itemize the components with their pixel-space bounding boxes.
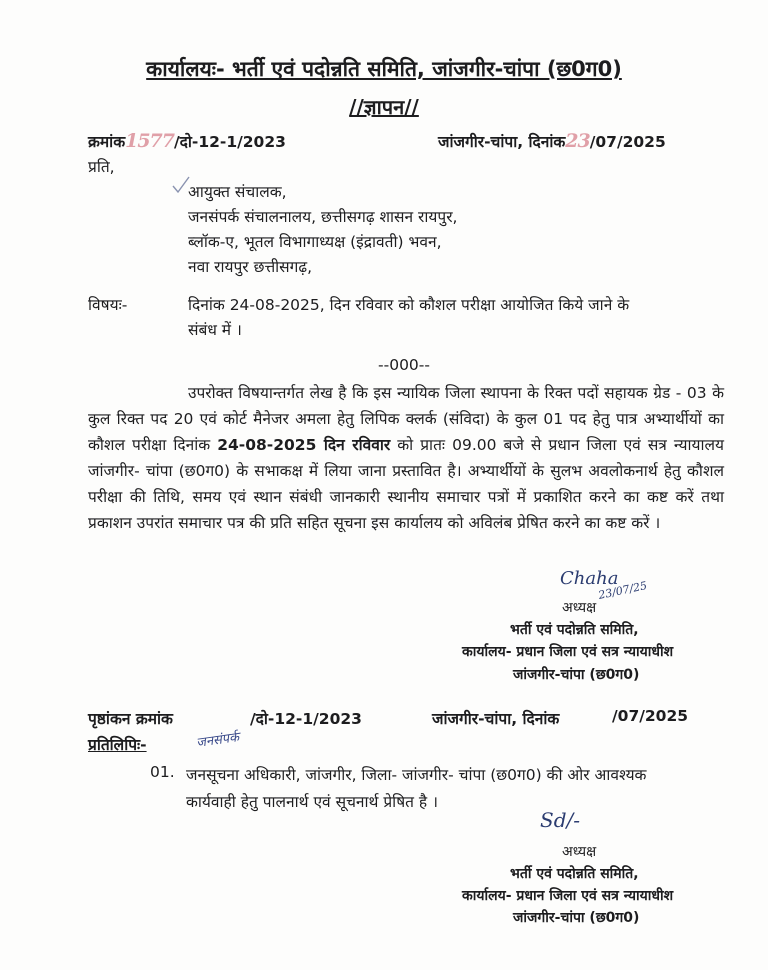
gyapan-heading: //ज्ञापन// (349, 95, 419, 119)
reference-number (88, 130, 286, 152)
recipient-line: आयुक्त संचालक, (188, 183, 287, 201)
signature-date: 23/07/25 (597, 579, 649, 602)
signatory-line: भर्ती एवं पदोन्नति समिति, (510, 622, 639, 638)
body-paragraph (88, 380, 724, 536)
endorsement-date: /07/2025 (612, 707, 689, 725)
copy-item-line: जनसूचना अधिकारी, जांजगीर, जिला- जांजगीर- चांपा (छ0ग0) की ओर आवश्यक (186, 766, 647, 784)
signatory-line: जांजगीर-चांपा (छ0ग0) (513, 667, 640, 683)
signatory-line: कार्यालय- प्रधान जिला एवं सत्र न्यायाधीश (462, 644, 674, 660)
date-suffix: /07/2025 (589, 133, 666, 151)
signatory-line: कार्यालय- प्रधान जिला एवं सत्र न्यायाधीश (462, 888, 674, 904)
endorsement-label: पृष्ठांकन क्रमांक (88, 710, 173, 728)
signatory-designation: अध्यक्ष (562, 600, 597, 616)
signature-scribble: Chaha (560, 568, 619, 589)
recipient-line: जनसंपर्क संचालनालय, छत्तीसगढ़ शासन रायपुर, (188, 208, 458, 226)
signature-scribble: Sd/- (540, 808, 580, 832)
endorsement-place-date: जांजगीर-चांपा, दिनांक (432, 710, 560, 728)
separator: --000-- (378, 356, 430, 374)
kramank-label: क्रमांक (88, 133, 126, 151)
subject-line: संबंध में । (188, 321, 242, 339)
prati-label: प्रति, (88, 158, 115, 176)
signatory-line: भर्ती एवं पदोन्नति समिति, (510, 866, 639, 882)
signatory-line: जांजगीर-चांपा (छ0ग0) (513, 910, 640, 926)
copy-item-number: 01. (150, 763, 175, 781)
subject-label: विषयः- (88, 296, 128, 314)
body-bold-date: 24-08-2025 दिन रविवार (217, 436, 391, 454)
date-handwritten: 23 (565, 130, 590, 152)
signatory-designation: अध्यक्ष (562, 844, 597, 860)
copy-item-line: कार्यवाही हेतु पालनार्थ एवं सूचनार्थ प्रेषित है । (186, 793, 438, 811)
recipient-line: ब्लॉक-ए, भूतल विभागाध्यक्ष (इंद्रावती) भवन, (188, 233, 442, 251)
subject-line: दिनांक 24-08-2025, दिन रविवार को कौशल परीक्षा आयोजित किये जाने के (188, 296, 630, 314)
copy-label: प्रतिलिपिः- (88, 736, 147, 754)
kramank-suffix: /दो-12-1/2023 (173, 133, 286, 151)
body-part1: उपरोक्त विषयान्तर्गत लेख है कि इस न्यायिक जिला स्थापना के रिक्त पदों सहायक ग्रेड - 03 के कुल रिक्त पद 20 एवं कोर्ट मैनेजर अमला हेतु लिपिक क्लर्क (संविदा) के कुल 01 पद हेतु पात्र अभ्यार्थीयों का कौशल परीक्षा दिनांक (88, 384, 724, 454)
body-part2: को प्रातः 09.00 बजे से प्रधान जिला एवं सत्र न्यायालय जांजगीर- चांपा (छ0ग0) के सभाकक्ष में लिया जाना प्रस्तावित है। अभ्यार्थीयों के सुलभ अवलोकनार्थ हेतु कौशल परीक्षा की तिथि, समय एवं स्थान संबंधी जानकारी स्थानीय समाचार पत्रों में प्रकाशित करने का कष्ट करें तथा प्रकाशन उपरांत समाचार पत्र की प्रति सहित सूचना इस कार्यालय को अविलंब प्रेषित करने का कष्ट करें । (88, 436, 725, 532)
kramank-handwritten: 1577 (125, 130, 174, 152)
recipient-line: नवा रायपुर छत्तीसगढ़, (188, 258, 313, 276)
place-date-prefix: जांजगीर-चांपा, दिनांक (438, 133, 566, 151)
office-title: कार्यालयः- भर्ती एवं पदोन्नति समिति, जांजगीर-चांपा (छ0ग0) (146, 57, 622, 81)
handwritten-note: जनसंपर्क (195, 730, 241, 751)
reference-date (438, 130, 666, 152)
endorsement-number: /दो-12-1/2023 (250, 710, 362, 728)
